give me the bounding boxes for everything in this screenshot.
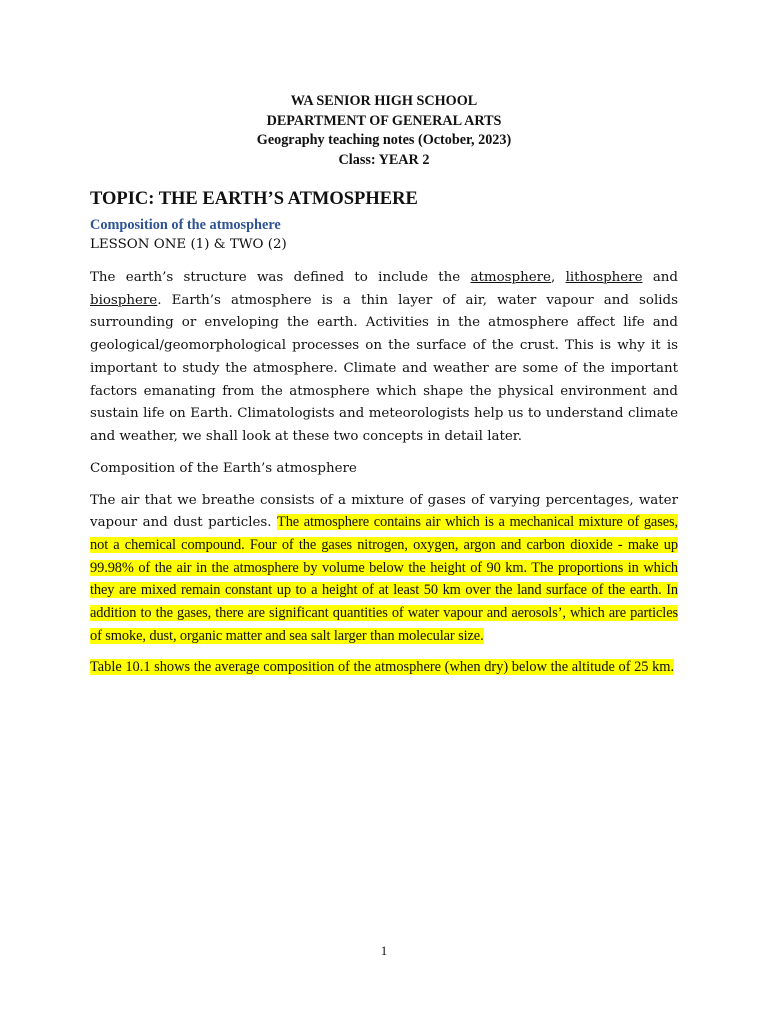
term-atmosphere: atmosphere — [470, 270, 551, 285]
department-name: DEPARTMENT OF GENERAL ARTS — [266, 112, 502, 129]
section-title: Composition of the Earth’s atmosphere — [90, 460, 357, 476]
composition-plain-text: The air that we breathe consists of a mixture of gases of varying percentages, water vapour and dust particles. — [90, 492, 678, 531]
document-page — [90, 92, 678, 677]
notes-title: Geography teaching notes (October, 2023) — [256, 132, 512, 148]
term-lithosphere: lithosphere — [565, 270, 643, 285]
separator: and — [642, 270, 679, 285]
intro-rest-text: . Earth’s atmosphere is a thin layer of air, water vapour and solids surrounding or enveloping the earth. Activities in the atmosphere affect life and geological/geomorphological processes on the surface of the crust. This is why it is important to study the atmosphere. Climate and weather are some of the important factors emanating from the atmosphere which shape the physical environment and sustain life on Earth. Climatologists and meteorologists help us to understand climate and weather, we shall look at these two concepts in detail later. — [90, 292, 678, 444]
topic-heading: TOPIC: THE EARTH’S ATMOSPHERE — [90, 189, 418, 209]
class-label: Class: YEAR 2 — [338, 151, 430, 168]
separator: , — [550, 270, 566, 285]
highlighted-text: Table 10.1 shows the average composition of the atmosphere (when dry) below the altitude of 25 km. — [90, 658, 675, 675]
page-number: 1 — [380, 943, 388, 958]
section-subheading: Composition of the atmosphere — [90, 217, 281, 233]
term-biosphere: biosphere — [90, 292, 158, 308]
intro-text: The earth’s structure was defined to include the — [90, 270, 471, 285]
lesson-label: LESSON ONE (1) & TWO (2) — [90, 237, 287, 252]
school-name: WA SENIOR HIGH SCHOOL — [290, 93, 478, 109]
composition-paragraph — [90, 490, 678, 649]
table-reference-paragraph — [90, 658, 678, 678]
intro-paragraph — [90, 267, 678, 449]
highlighted-text: The atmosphere contains air which is a mechanical mixture of gases, not a chemical compound. Four of the gases nitrogen, oxygen, argon and carbon dioxide - make up 99.98% of the air in the atmosphere by volume below the height of 90 km. The proportions in which they are mixed remain constant up to a height of at least 50 km over the land surface of the earth. In addition to the gases, there are significant quantities of water vapour and aerosols’, which are particles of smoke, dust, organic matter and sea salt larger than molecular size. — [90, 514, 678, 644]
document-header — [90, 92, 678, 170]
